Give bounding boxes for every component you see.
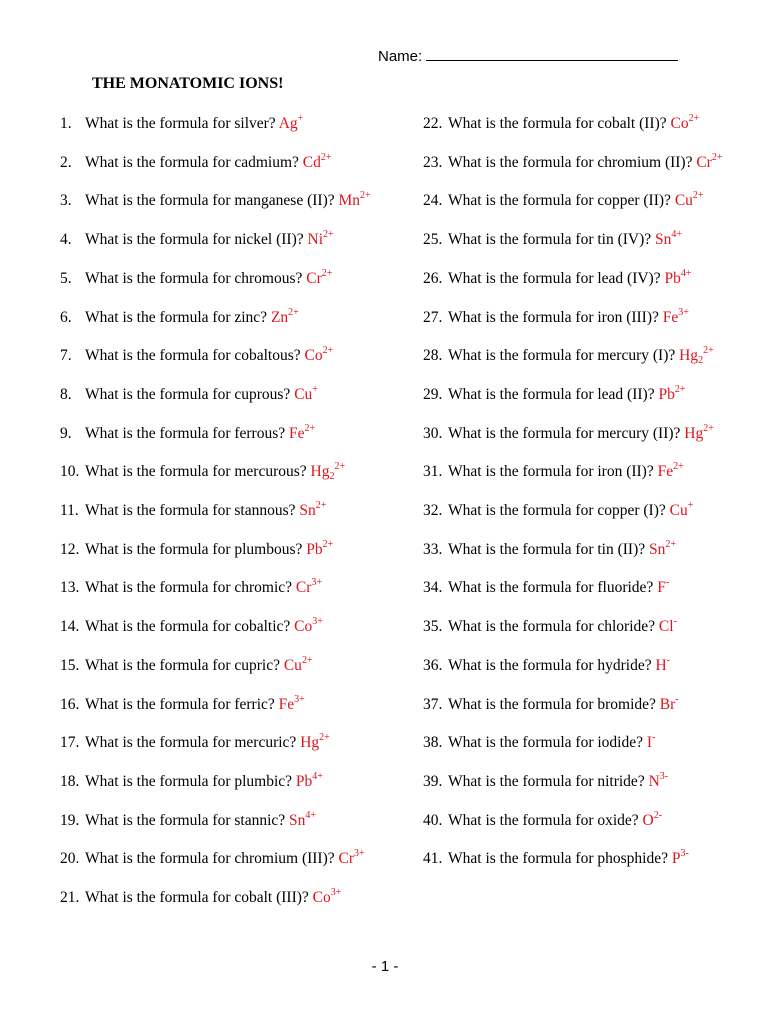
formula-charge: 2+	[321, 267, 333, 279]
name-blank-line[interactable]	[426, 46, 678, 61]
question-number: 36.	[423, 656, 443, 674]
question-text: What is the formula for phosphide?	[448, 850, 668, 868]
answer-formula	[313, 889, 342, 906]
answer-formula	[684, 422, 714, 442]
answer-formula	[658, 463, 684, 480]
question-text: What is the formula for cadmium?	[85, 153, 299, 171]
question-text: What is the formula for copper (II)?	[448, 192, 671, 210]
formula-element: Cr	[295, 579, 312, 597]
question-number: 14.	[60, 618, 80, 636]
answer-formula	[299, 502, 326, 519]
question-text: What is the formula for stannous?	[85, 502, 296, 519]
formula-charge: -	[675, 693, 679, 705]
answer-formula	[339, 850, 365, 867]
question-item	[60, 191, 371, 211]
formula-charge: -	[666, 654, 671, 666]
question-item	[60, 501, 326, 521]
answer-formula	[670, 502, 694, 519]
question-text: What is the formula for chromous?	[85, 269, 303, 287]
question-text: What is the formula for nickel (II)?	[85, 231, 304, 249]
question-number: 12.	[60, 540, 80, 558]
question-item	[423, 269, 692, 289]
question-number: 2.	[60, 153, 72, 171]
formula-element: Sn	[655, 231, 672, 249]
answer-formula	[657, 579, 669, 596]
question-number: 5.	[60, 269, 72, 287]
question-item	[423, 578, 669, 598]
answer-formula	[664, 267, 692, 287]
formula-charge: +	[312, 383, 318, 395]
question-item	[423, 153, 722, 173]
formula-element: Fe	[662, 308, 679, 326]
question-item	[60, 540, 333, 560]
question-text: What is the formula for iodide?	[448, 734, 643, 752]
formula-element: Pb	[295, 772, 313, 790]
answer-formula	[289, 809, 317, 829]
question-item	[60, 578, 322, 598]
question-item	[60, 849, 365, 869]
question-number: 7.	[60, 347, 72, 365]
formula-charge: 2+	[334, 461, 346, 473]
page-number: - 1 -	[371, 958, 399, 975]
formula-charge: -	[665, 577, 670, 589]
question-text: What is the formula for mercury (II)?	[448, 424, 681, 442]
answer-formula	[279, 115, 304, 132]
formula-charge: 4+	[312, 770, 323, 782]
formula-charge: 2+	[288, 306, 299, 318]
answer-formula	[671, 115, 700, 132]
question-text: What is the formula for cobalt (II)?	[448, 115, 667, 132]
answer-formula	[675, 192, 704, 209]
formula-charge: 4+	[305, 809, 317, 821]
formula-element: Cu	[674, 192, 693, 210]
formula-element: Cu	[669, 502, 688, 519]
answer-formula	[283, 654, 313, 674]
question-item	[423, 114, 699, 134]
formula-element: Co	[294, 618, 313, 636]
formula-element: Cu	[294, 385, 313, 403]
formula-element: Cr	[338, 850, 355, 868]
question-item	[423, 230, 682, 250]
answer-formula	[659, 693, 679, 713]
question-number: 18.	[60, 772, 80, 790]
answer-formula	[305, 347, 334, 364]
question-number: 30.	[423, 424, 443, 442]
formula-charge: +	[687, 500, 694, 511]
question-number: 16.	[60, 695, 80, 713]
question-item	[423, 346, 714, 366]
question-item	[60, 617, 323, 637]
question-number: 11.	[60, 502, 79, 519]
formula-element: Fe	[278, 695, 295, 713]
question-text: What is the formula for mercuric?	[85, 734, 297, 752]
formula-element: Pb	[658, 385, 675, 403]
formula-charge: 3+	[294, 693, 305, 705]
answer-formula	[308, 231, 334, 248]
formula-element: Hg	[684, 424, 704, 442]
question-text: What is the formula for plumbic?	[85, 772, 293, 790]
formula-charge: -	[652, 732, 656, 744]
answer-formula	[647, 734, 656, 751]
answer-formula	[294, 618, 323, 635]
formula-charge: 2+	[703, 345, 714, 357]
formula-element: Sn	[649, 540, 666, 558]
question-number: 31.	[423, 463, 443, 481]
formula-charge: 2+	[320, 151, 332, 163]
answer-formula	[339, 192, 371, 209]
question-number: 9.	[60, 424, 72, 442]
formula-subscript: 2	[329, 471, 335, 483]
question-item	[423, 656, 670, 676]
question-number: 26.	[423, 269, 443, 287]
question-number: 40.	[423, 811, 443, 829]
formula-element: Cu	[283, 656, 302, 674]
question-item	[60, 888, 341, 908]
question-item	[423, 772, 668, 792]
question-number: 3.	[60, 192, 72, 210]
question-text: What is the formula for iron (III)?	[448, 308, 659, 326]
formula-element: H	[655, 656, 667, 674]
question-number: 20.	[60, 850, 80, 868]
question-text: What is the formula for cupric?	[85, 656, 280, 674]
answer-formula	[648, 770, 669, 790]
answer-formula	[289, 422, 316, 442]
question-number: 33.	[423, 540, 443, 558]
question-number: 8.	[60, 385, 72, 403]
question-text: What is the formula for stannic?	[85, 811, 286, 829]
question-number: 25.	[423, 231, 443, 249]
formula-charge: 2+	[301, 654, 313, 666]
question-text: What is the formula for chloride?	[448, 618, 656, 636]
question-text: What is the formula for tin (II)?	[448, 540, 646, 558]
formula-subscript: 2	[698, 355, 704, 367]
question-item	[423, 424, 714, 444]
question-text: What is the formula for cobaltous?	[85, 347, 301, 365]
answer-formula	[306, 538, 334, 558]
formula-charge: 2+	[673, 461, 684, 473]
formula-charge: 4+	[671, 229, 683, 241]
question-number: 41.	[423, 850, 443, 868]
answer-formula	[672, 850, 689, 867]
formula-element: Hg	[300, 734, 320, 752]
question-item	[60, 462, 345, 482]
question-number: 1.	[60, 115, 72, 132]
question-item	[60, 695, 305, 715]
question-text: What is the formula for chromium (III)?	[85, 850, 335, 868]
question-item	[423, 540, 676, 560]
answer-formula	[642, 809, 663, 829]
answer-formula	[310, 461, 346, 483]
question-text: What is the formula for cuprous?	[85, 385, 291, 403]
answer-formula	[300, 734, 330, 751]
formula-element: N	[648, 772, 660, 790]
question-item	[60, 153, 332, 173]
question-item	[60, 308, 299, 328]
answer-formula	[696, 151, 723, 171]
question-item	[60, 656, 313, 676]
answer-formula	[296, 579, 322, 596]
question-item	[60, 733, 330, 753]
question-item	[60, 230, 334, 250]
formula-element: Ag	[278, 115, 298, 132]
formula-charge: 3-	[659, 770, 669, 782]
formula-element: P	[671, 850, 681, 868]
formula-element: Pb	[306, 540, 323, 558]
question-number: 19.	[60, 811, 80, 829]
formula-element: Ni	[307, 231, 324, 249]
answer-formula	[270, 306, 299, 326]
answer-formula	[294, 383, 318, 403]
formula-element: F	[657, 579, 666, 597]
question-number: 32.	[423, 502, 443, 519]
question-text: What is the formula for cobaltic?	[85, 618, 291, 636]
formula-element: Zn	[270, 308, 289, 326]
question-text: What is the formula for silver?	[85, 115, 276, 132]
question-item	[60, 811, 316, 831]
question-text: What is the formula for ferric?	[85, 695, 275, 713]
formula-charge: 2+	[319, 732, 330, 744]
formula-element: Sn	[289, 811, 306, 829]
question-text: What is the formula for zinc?	[85, 308, 268, 326]
answer-formula	[679, 345, 714, 367]
question-number: 17.	[60, 734, 80, 752]
formula-charge: 3+	[330, 887, 342, 898]
answer-formula	[306, 267, 333, 287]
question-item	[423, 462, 684, 482]
question-number: 10.	[60, 463, 80, 481]
formula-charge: -	[673, 616, 677, 628]
question-item	[60, 424, 315, 444]
question-item	[60, 346, 333, 366]
answer-formula	[295, 770, 323, 790]
formula-element: Br	[659, 695, 676, 713]
formula-element: Cr	[696, 153, 712, 171]
question-number: 34.	[423, 579, 443, 597]
question-item	[60, 114, 303, 134]
question-text: What is the formula for lead (II)?	[448, 385, 655, 403]
question-number: 21.	[60, 889, 80, 906]
formula-charge: 2+	[323, 229, 334, 241]
question-text: What is the formula for mercurous?	[85, 463, 307, 481]
question-number: 29.	[423, 385, 443, 403]
formula-element: Cd	[302, 153, 321, 171]
answer-formula	[302, 151, 332, 171]
formula-charge: 2+	[703, 422, 714, 434]
question-text: What is the formula for nitride?	[448, 772, 645, 790]
question-item	[423, 733, 655, 753]
formula-element: Co	[304, 347, 323, 365]
formula-element: Co	[670, 115, 689, 132]
answer-formula	[649, 538, 677, 558]
formula-element: O	[642, 811, 654, 829]
formula-element: I	[646, 734, 653, 752]
question-item	[423, 849, 689, 869]
formula-charge: 2+	[711, 151, 723, 163]
worksheet-title: THE MONATOMIC IONS!	[92, 75, 284, 92]
question-text: What is the formula for cobalt (III)?	[85, 889, 309, 906]
question-text: What is the formula for chromium (II)?	[448, 153, 693, 171]
formula-charge: 3+	[311, 577, 323, 589]
formula-element: Co	[312, 889, 331, 906]
formula-charge: 2+	[315, 500, 327, 511]
formula-charge: 3+	[354, 848, 365, 860]
formula-element: Cl	[658, 618, 674, 636]
formula-element: Fe	[657, 463, 674, 481]
question-number: 22.	[423, 115, 443, 132]
formula-charge: 2+	[322, 345, 334, 357]
question-item	[60, 772, 323, 792]
formula-charge: 2+	[665, 538, 677, 550]
question-number: 27.	[423, 308, 443, 326]
formula-element: Mn	[338, 192, 361, 210]
question-number: 6.	[60, 308, 72, 326]
answer-formula	[659, 618, 677, 635]
question-text: What is the formula for copper (I)?	[448, 502, 666, 519]
question-number: 39.	[423, 772, 443, 790]
formula-charge: 2+	[692, 190, 704, 202]
question-text: What is the formula for fluoride?	[448, 579, 654, 597]
formula-charge: 2+	[360, 190, 371, 202]
formula-charge: 3+	[678, 306, 689, 318]
formula-charge: +	[297, 113, 304, 124]
answer-formula	[655, 654, 671, 674]
question-item	[423, 617, 677, 637]
formula-charge: 4+	[680, 267, 692, 279]
question-text: What is the formula for bromide?	[448, 695, 656, 713]
question-item	[423, 811, 662, 831]
formula-charge: 2+	[688, 113, 700, 124]
question-text: What is the formula for mercury (I)?	[448, 347, 676, 365]
question-text: What is the formula for tin (IV)?	[448, 231, 652, 249]
question-number: 23.	[423, 153, 443, 171]
question-item	[423, 385, 685, 405]
question-number: 24.	[423, 192, 443, 210]
question-number: 13.	[60, 579, 80, 597]
question-text: What is the formula for chromic?	[85, 579, 293, 597]
question-text: What is the formula for oxide?	[448, 811, 639, 829]
question-number: 15.	[60, 656, 80, 674]
question-text: What is the formula for plumbous?	[85, 540, 303, 558]
formula-charge: 2-	[653, 809, 663, 821]
question-item	[423, 191, 704, 211]
question-number: 35.	[423, 618, 443, 636]
question-item	[423, 695, 679, 715]
formula-element: Sn	[299, 502, 316, 519]
formula-charge: 3-	[680, 848, 689, 860]
formula-charge: 2+	[322, 538, 334, 550]
formula-element: Hg	[310, 463, 330, 481]
question-number: 38.	[423, 734, 443, 752]
question-number: 28.	[423, 347, 443, 365]
question-item	[423, 308, 689, 328]
formula-element: Pb	[664, 269, 681, 287]
question-text: What is the formula for lead (IV)?	[448, 269, 661, 287]
question-item	[60, 385, 318, 405]
question-item	[423, 501, 693, 521]
answer-formula	[655, 231, 682, 248]
formula-charge: 3+	[312, 616, 323, 628]
name-field[interactable]	[378, 46, 678, 65]
question-number: 37.	[423, 695, 443, 713]
name-label: Name:	[378, 48, 423, 65]
formula-element: Fe	[289, 424, 305, 442]
answer-formula	[658, 383, 686, 403]
question-text: What is the formula for ferrous?	[85, 424, 286, 442]
formula-charge: 2+	[674, 383, 686, 395]
question-number: 4.	[60, 231, 72, 249]
question-text: What is the formula for hydride?	[448, 656, 652, 674]
formula-element: Cr	[306, 269, 322, 287]
formula-element: Hg	[679, 347, 699, 365]
answer-formula	[278, 693, 305, 713]
formula-charge: 2+	[304, 422, 316, 434]
question-item	[60, 269, 332, 289]
answer-formula	[662, 306, 689, 326]
question-text: What is the formula for iron (II)?	[448, 463, 654, 481]
question-text: What is the formula for manganese (II)?	[85, 192, 335, 210]
